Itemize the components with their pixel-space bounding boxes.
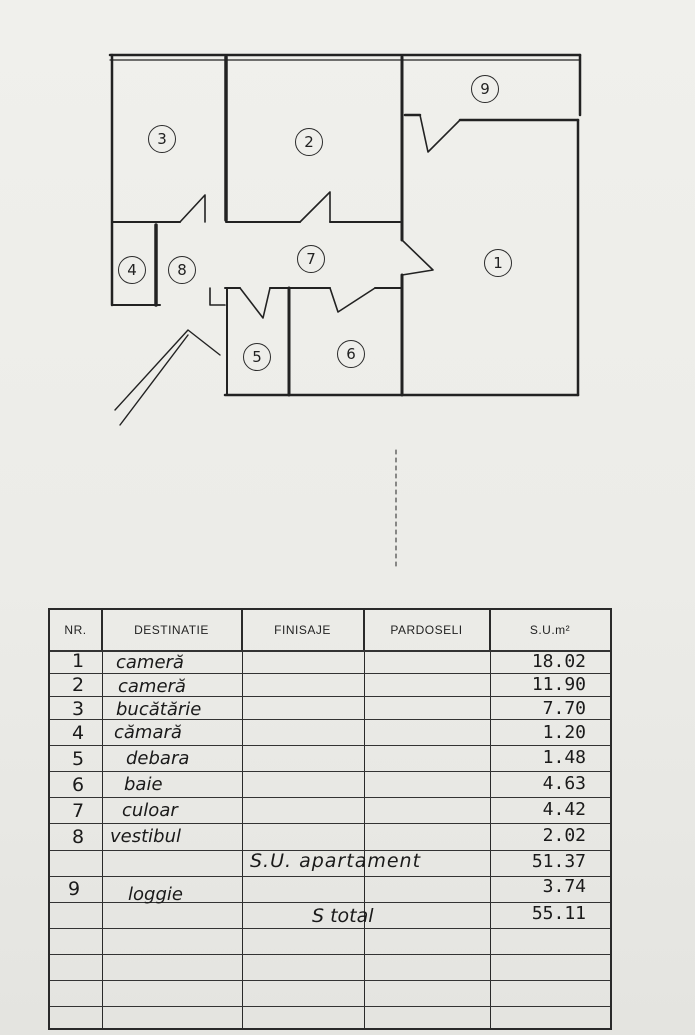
row-su: 4.42: [542, 799, 586, 820]
room-label-3: 3: [148, 125, 176, 153]
row-su: 11.90: [531, 674, 586, 695]
entrance: [115, 330, 220, 425]
row-destinatie: loggie: [128, 884, 183, 905]
row-nr: 7: [72, 800, 85, 822]
row-destinatie: vestibul: [110, 826, 181, 847]
row-nr: 4: [72, 722, 85, 744]
row-su: 7.70: [542, 698, 586, 719]
row-destinatie: cameră: [118, 676, 186, 697]
room-label-7: 7: [297, 245, 325, 273]
row-nr: 8: [72, 826, 85, 848]
header-finisaje: FINISAJE: [242, 610, 364, 650]
room-label-1: 1: [484, 249, 512, 277]
total-label: S total: [312, 905, 374, 927]
loggia-bottom: [405, 115, 578, 120]
room-label-9: 9: [471, 75, 499, 103]
row-nr: 5: [72, 748, 85, 770]
room-label-4: 4: [118, 256, 146, 284]
row-nr: 9: [68, 878, 81, 900]
row-nr: 6: [72, 774, 85, 796]
row-destinatie: baie: [124, 774, 163, 795]
areas-table: [48, 608, 612, 1030]
header-pardoseli: PARDOSELI: [364, 610, 490, 650]
room-label-6: 6: [337, 340, 365, 368]
header-nr: NR.: [50, 610, 102, 650]
room-label-5: 5: [243, 343, 271, 371]
room-label-8: 8: [168, 256, 196, 284]
row-su: 3.74: [542, 876, 586, 897]
row-nr: 3: [72, 698, 85, 720]
header-destinatie: DESTINATIE: [102, 610, 242, 650]
subtotal-value: 51.37: [531, 851, 586, 872]
row-su: 2.02: [542, 825, 586, 846]
subtotal-label: S.U. apartament: [250, 850, 422, 872]
row-destinatie: bucătărie: [116, 699, 202, 720]
room-label-2: 2: [295, 128, 323, 156]
row-su: 18.02: [531, 651, 586, 672]
row-destinatie: culoar: [122, 800, 178, 821]
row-destinatie: cameră: [116, 652, 184, 673]
row-nr: 2: [72, 674, 85, 696]
total-value: 55.11: [531, 903, 586, 924]
row-su: 1.20: [542, 722, 586, 743]
header-su: S.U.m²: [529, 623, 571, 637]
row-destinatie: debara: [126, 748, 190, 769]
row-su: 1.48: [542, 747, 586, 768]
row-destinatie: cămară: [114, 722, 182, 743]
row-su: 4.63: [542, 773, 586, 794]
row-nr: 1: [72, 650, 85, 672]
